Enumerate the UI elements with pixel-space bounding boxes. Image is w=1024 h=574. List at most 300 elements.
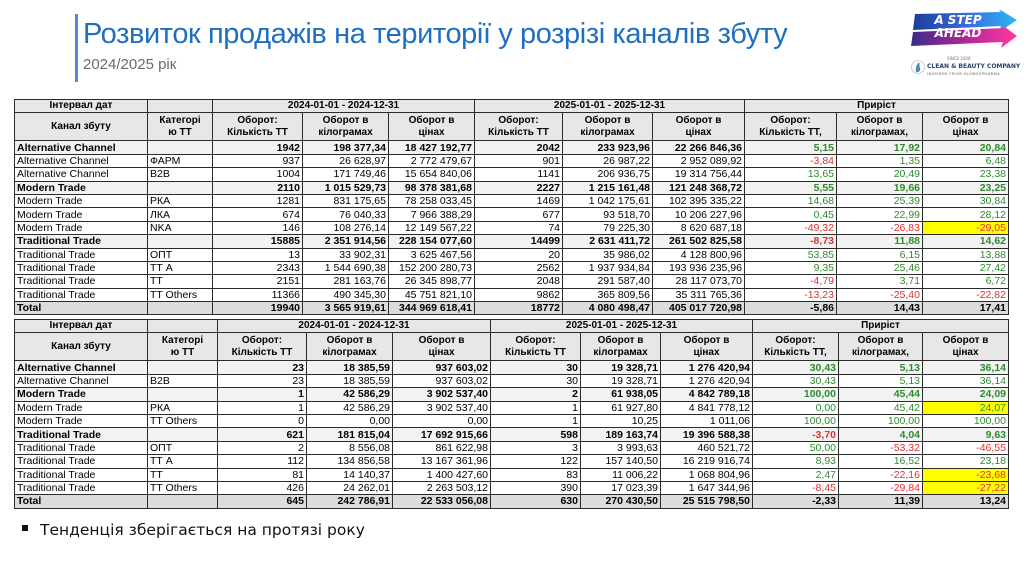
count-2024-cell: 2 [218, 441, 307, 454]
kg-2024-cell: 76 040,33 [303, 208, 389, 221]
count-2024-cell: 0 [218, 414, 307, 427]
category-cell: ЛКА [148, 208, 213, 221]
kg-2024-header: Оборот в кілограмах [303, 113, 389, 141]
kg-2024-cell: 42 586,29 [307, 401, 393, 414]
count-2025-cell: 30 [491, 374, 581, 387]
growth-kg-cell: -53,32 [839, 441, 923, 454]
interval-label: Інтервал дат [15, 320, 148, 333]
growth-kg-cell: 16,52 [839, 455, 923, 468]
count-2025-cell: 83 [491, 468, 581, 481]
price-2024-cell: 18 427 192,77 [389, 141, 475, 154]
price-2024-cell: 344 969 618,41 [389, 302, 475, 315]
price-2024-cell: 228 154 077,60 [389, 235, 475, 248]
category-cell [148, 388, 218, 401]
kg-2025-cell: 1 042 175,61 [563, 194, 653, 207]
channel-cell: Alternative Channel [15, 374, 148, 387]
company-logo [905, 8, 1023, 80]
count-2025-header: Оборот: Кількість ТТ [491, 333, 581, 361]
growth-price-cell: -46,55 [923, 441, 1009, 454]
category-cell: ФАРМ [148, 154, 213, 167]
price-2024-cell: 17 692 915,66 [393, 428, 491, 441]
category-cell: ТТ [148, 275, 213, 288]
channel-cell: Traditional Trade [15, 261, 148, 274]
price-2024-cell: 3 902 537,40 [393, 388, 491, 401]
channel-cell: Traditional Trade [15, 428, 148, 441]
price-2024-cell: 78 258 033,45 [389, 194, 475, 207]
price-2025-cell: 1 647 344,96 [661, 481, 753, 494]
growth-kg-cell: 1,35 [837, 154, 923, 167]
growth-count-cell: 14,68 [745, 194, 837, 207]
count-2025-cell: 122 [491, 455, 581, 468]
price-2024-cell: 12 149 567,22 [389, 221, 475, 234]
kg-2025-cell: 19 328,71 [581, 361, 661, 374]
kg-2025-cell: 3 993,63 [581, 441, 661, 454]
count-2025-cell: 3 [491, 441, 581, 454]
growth-count-cell: 100,00 [753, 414, 839, 427]
kg-2024-cell: 242 786,91 [307, 495, 393, 508]
category-cell: ТТ А [148, 261, 213, 274]
kg-2025-header: Оборот в кілограмах [563, 113, 653, 141]
table-1-body [15, 141, 1009, 315]
channel-subtotal-row [15, 428, 1009, 441]
logo-since: SINCE 2008 [947, 56, 971, 61]
kg-2024-cell: 831 175,65 [303, 194, 389, 207]
kg-2024-cell: 171 749,46 [303, 168, 389, 181]
growth-price-cell: 24,09 [923, 388, 1009, 401]
growth-count-cell: -5,86 [745, 302, 837, 315]
growth-count-cell: -3,84 [745, 154, 837, 167]
count-2024-header: Оборот: Кількість ТТ [213, 113, 303, 141]
price-2025-cell: 10 206 227,96 [653, 208, 745, 221]
kg-2025-cell: 291 587,40 [563, 275, 653, 288]
count-2025-cell: 630 [491, 495, 581, 508]
kg-2025-cell: 61 927,80 [581, 401, 661, 414]
growth-kg-cell: 11,88 [837, 235, 923, 248]
growth-kg-header: Оборот в кілограмах, [837, 113, 923, 141]
category-cell: РКА [148, 401, 218, 414]
count-2025-header: Оборот: Кількість ТТ [475, 113, 563, 141]
conclusion-text: Тенденція зберігається на протязі року [40, 521, 365, 539]
growth-count-cell: 8,93 [753, 455, 839, 468]
growth-kg-cell: 3,71 [837, 275, 923, 288]
growth-kg-cell: 14,43 [837, 302, 923, 315]
growth-kg-cell: -22,16 [839, 468, 923, 481]
count-2024-cell: 937 [213, 154, 303, 167]
price-2025-cell: 22 266 846,36 [653, 141, 745, 154]
table-row [15, 168, 1009, 181]
channel-cell: Modern Trade [15, 221, 148, 234]
channel-cell: Alternative Channel [15, 361, 148, 374]
growth-price-cell: 36,14 [923, 361, 1009, 374]
page-subtitle: 2024/2025 рік [83, 56, 177, 73]
category-cell: B2B [148, 374, 218, 387]
kg-2025-cell: 17 023,39 [581, 481, 661, 494]
growth-price-cell: 36,14 [923, 374, 1009, 387]
table-row [15, 481, 1009, 494]
growth-count-cell: 100,00 [753, 388, 839, 401]
kg-2025-cell: 365 809,56 [563, 288, 653, 301]
count-2024-cell: 2110 [213, 181, 303, 194]
growth-count-cell: 9,35 [745, 261, 837, 274]
kg-2024-cell: 42 586,29 [307, 388, 393, 401]
channel-cell: Modern Trade [15, 194, 148, 207]
growth-price-cell: 28,12 [923, 208, 1009, 221]
growth-count-cell: 0,45 [745, 208, 837, 221]
kg-2024-header: Оборот в кілограмах [307, 333, 393, 361]
price-2025-cell: 1 011,06 [661, 414, 753, 427]
price-2025-cell: 405 017 720,98 [653, 302, 745, 315]
channel-cell: Alternative Channel [15, 168, 148, 181]
growth-price-cell: 13,88 [923, 248, 1009, 261]
count-2025-cell: 2048 [475, 275, 563, 288]
count-2024-cell: 112 [218, 455, 307, 468]
price-2025-cell: 35 311 765,36 [653, 288, 745, 301]
kg-2025-cell: 26 987,22 [563, 154, 653, 167]
growth-kg-header: Оборот в кілограмах, [839, 333, 923, 361]
channel-cell: Modern Trade [15, 388, 148, 401]
kg-2024-cell: 281 163,76 [303, 275, 389, 288]
price-2024-cell: 2 263 503,12 [393, 481, 491, 494]
total-row [15, 495, 1009, 508]
category-cell: ТТ [148, 468, 218, 481]
table-row [15, 261, 1009, 274]
category-cell [148, 302, 213, 315]
price-2025-cell: 193 936 235,96 [653, 261, 745, 274]
price-2025-cell: 4 841 778,12 [661, 401, 753, 414]
kg-2024-cell: 8 556,08 [307, 441, 393, 454]
count-2024-cell: 1281 [213, 194, 303, 207]
kg-2024-cell: 3 565 919,61 [303, 302, 389, 315]
price-2024-cell: 937 603,02 [393, 374, 491, 387]
kg-2024-cell: 33 902,31 [303, 248, 389, 261]
table-row [15, 154, 1009, 167]
channel-cell: Traditional Trade [15, 275, 148, 288]
header-row-interval [15, 320, 1009, 333]
channel-cell: Alternative Channel [15, 154, 148, 167]
square-bullet-icon [22, 525, 28, 531]
growth-price-cell: -22,82 [923, 288, 1009, 301]
table-row [15, 401, 1009, 414]
growth-count-header: Оборот: Кількість ТТ, [753, 333, 839, 361]
kg-2025-cell: 93 518,70 [563, 208, 653, 221]
growth-kg-cell: 6,15 [837, 248, 923, 261]
category-cell: TT Others [148, 288, 213, 301]
count-2024-cell: 645 [218, 495, 307, 508]
growth-count-cell: 53,85 [745, 248, 837, 261]
category-column-header: Категорі ю ТТ [148, 113, 213, 141]
period-2024-header: 2024-01-01 - 2024-12-31 [213, 100, 475, 113]
growth-count-cell: -8,45 [753, 481, 839, 494]
page-title: Розвиток продажів на території у розрізі каналів збуту [83, 18, 788, 50]
count-2024-cell: 1942 [213, 141, 303, 154]
growth-price-cell: 20,84 [923, 141, 1009, 154]
price-2025-cell: 261 502 825,58 [653, 235, 745, 248]
count-2025-cell: 18772 [475, 302, 563, 315]
channel-cell: Modern Trade [15, 181, 148, 194]
sales-table-2 [14, 319, 1009, 509]
category-cell: TT Others [148, 414, 218, 427]
price-2025-cell: 460 521,72 [661, 441, 753, 454]
table-row [15, 248, 1009, 261]
category-cell [148, 428, 218, 441]
channel-cell: Traditional Trade [15, 248, 148, 261]
price-2024-cell: 3 902 537,40 [393, 401, 491, 414]
channel-cell: Traditional Trade [15, 441, 148, 454]
growth-kg-cell: 5,13 [839, 361, 923, 374]
price-2025-cell: 25 515 798,50 [661, 495, 753, 508]
count-2024-cell: 1 [218, 388, 307, 401]
kg-2024-cell: 181 815,04 [307, 428, 393, 441]
count-2024-cell: 674 [213, 208, 303, 221]
channel-subtotal-row [15, 361, 1009, 374]
kg-2025-cell: 189 163,74 [581, 428, 661, 441]
growth-kg-cell: 100,00 [839, 414, 923, 427]
logo-tagline: INSPIRED FROM GLOBOZPHARMA [927, 72, 1001, 76]
growth-header: Приріст [753, 320, 1009, 333]
growth-kg-cell: 19,66 [837, 181, 923, 194]
growth-header: Приріст [745, 100, 1009, 113]
kg-2025-cell: 157 140,50 [581, 455, 661, 468]
kg-2025-cell: 79 225,30 [563, 221, 653, 234]
price-2025-cell: 1 276 420,94 [661, 361, 753, 374]
growth-kg-cell: -29,84 [839, 481, 923, 494]
growth-count-header: Оборот: Кількість ТТ, [745, 113, 837, 141]
category-cell [148, 495, 218, 508]
growth-kg-cell: 25,39 [837, 194, 923, 207]
kg-2024-cell: 18 385,59 [307, 361, 393, 374]
count-2024-cell: 426 [218, 481, 307, 494]
price-2025-cell: 2 952 089,92 [653, 154, 745, 167]
kg-2025-cell: 233 923,96 [563, 141, 653, 154]
growth-count-cell: -49,32 [745, 221, 837, 234]
growth-count-cell: -4,79 [745, 275, 837, 288]
kg-2024-cell: 14 140,37 [307, 468, 393, 481]
count-2024-cell: 621 [218, 428, 307, 441]
growth-kg-cell: -26,83 [837, 221, 923, 234]
price-2025-header: Оборот в цінах [661, 333, 753, 361]
kg-2024-cell: 0,00 [307, 414, 393, 427]
kg-2025-cell: 206 936,75 [563, 168, 653, 181]
channel-cell: Traditional Trade [15, 481, 148, 494]
kg-2024-cell: 26 628,97 [303, 154, 389, 167]
price-2024-cell: 1 400 427,60 [393, 468, 491, 481]
kg-2024-cell: 134 856,58 [307, 455, 393, 468]
logo-line2: AHEAD [934, 26, 982, 40]
table-row [15, 288, 1009, 301]
category-cell [148, 235, 213, 248]
price-2025-cell: 28 117 073,70 [653, 275, 745, 288]
kg-2025-cell: 19 328,71 [581, 374, 661, 387]
category-cell: NKA [148, 221, 213, 234]
count-2024-cell: 23 [218, 374, 307, 387]
logo-line1: A STEP [934, 13, 982, 27]
count-2024-cell: 146 [213, 221, 303, 234]
price-2025-cell: 4 842 789,18 [661, 388, 753, 401]
category-cell: РКА [148, 194, 213, 207]
count-2024-header: Оборот: Кількість ТТ [218, 333, 307, 361]
channel-cell: Total [15, 495, 148, 508]
growth-kg-cell: -25,40 [837, 288, 923, 301]
price-2025-cell: 1 068 804,96 [661, 468, 753, 481]
count-2025-cell: 901 [475, 154, 563, 167]
header-row-columns [15, 113, 1009, 141]
price-2024-cell: 861 622,98 [393, 441, 491, 454]
growth-count-cell: 30,43 [753, 374, 839, 387]
price-2024-cell: 15 654 840,06 [389, 168, 475, 181]
growth-price-cell: 13,24 [923, 495, 1009, 508]
count-2025-cell: 1469 [475, 194, 563, 207]
kg-2024-cell: 1 544 690,38 [303, 261, 389, 274]
category-cell: ОПТ [148, 248, 213, 261]
growth-price-cell: 23,18 [923, 455, 1009, 468]
channel-cell: Modern Trade [15, 401, 148, 414]
growth-price-cell: -23,68 [923, 468, 1009, 481]
sales-table-1 [14, 99, 1009, 315]
price-2024-cell: 2 772 479,67 [389, 154, 475, 167]
price-2025-cell: 1 276 420,94 [661, 374, 753, 387]
table-row [15, 208, 1009, 221]
kg-2024-cell: 490 345,30 [303, 288, 389, 301]
total-row [15, 302, 1009, 315]
table-row [15, 441, 1009, 454]
growth-price-cell: 9,63 [923, 428, 1009, 441]
category-cell: ОПТ [148, 441, 218, 454]
kg-2025-cell: 35 986,02 [563, 248, 653, 261]
growth-price-cell: 17,41 [923, 302, 1009, 315]
table-row [15, 468, 1009, 481]
count-2024-cell: 15885 [213, 235, 303, 248]
growth-count-cell: 5,55 [745, 181, 837, 194]
kg-2025-cell: 10,25 [581, 414, 661, 427]
kg-2025-cell: 1 215 161,48 [563, 181, 653, 194]
channel-cell: Modern Trade [15, 208, 148, 221]
logo-company: CLEAN & BEAUTY COMPANY [927, 63, 1021, 70]
kg-2024-cell: 108 276,14 [303, 221, 389, 234]
growth-count-cell: -13,23 [745, 288, 837, 301]
channel-cell: Total [15, 302, 148, 315]
conclusion-bullet [22, 521, 365, 539]
count-2025-cell: 1 [491, 414, 581, 427]
growth-count-cell: 30,43 [753, 361, 839, 374]
channel-cell: Alternative Channel [15, 141, 148, 154]
count-2025-cell: 2 [491, 388, 581, 401]
channel-cell: Traditional Trade [15, 468, 148, 481]
channel-cell: Traditional Trade [15, 235, 148, 248]
kg-2024-cell: 1 015 529,73 [303, 181, 389, 194]
count-2024-cell: 11366 [213, 288, 303, 301]
price-2025-header: Оборот в цінах [653, 113, 745, 141]
kg-2025-cell: 1 937 934,84 [563, 261, 653, 274]
growth-price-cell: 30,84 [923, 194, 1009, 207]
growth-price-cell: 27,42 [923, 261, 1009, 274]
price-2024-cell: 7 966 388,29 [389, 208, 475, 221]
category-cell: B2B [148, 168, 213, 181]
growth-price-cell: 23,25 [923, 181, 1009, 194]
count-2025-cell: 74 [475, 221, 563, 234]
header-row-interval [15, 100, 1009, 113]
growth-price-cell: 6,48 [923, 154, 1009, 167]
growth-count-cell: -3,70 [753, 428, 839, 441]
growth-price-cell: 24,07 [923, 401, 1009, 414]
price-2024-cell: 13 167 361,96 [393, 455, 491, 468]
kg-2025-cell: 2 631 411,72 [563, 235, 653, 248]
growth-price-cell: 14,62 [923, 235, 1009, 248]
growth-kg-cell: 45,44 [839, 388, 923, 401]
growth-count-cell: 5,15 [745, 141, 837, 154]
channel-subtotal-row [15, 235, 1009, 248]
price-2025-cell: 19 314 756,44 [653, 168, 745, 181]
price-2024-cell: 0,00 [393, 414, 491, 427]
channel-subtotal-row [15, 141, 1009, 154]
growth-count-cell: 2,47 [753, 468, 839, 481]
price-2024-cell: 45 751 821,10 [389, 288, 475, 301]
price-2024-header: Оборот в цінах [389, 113, 475, 141]
table-row [15, 374, 1009, 387]
count-2025-cell: 2042 [475, 141, 563, 154]
logo-wordmark [923, 14, 993, 40]
channel-subtotal-row [15, 388, 1009, 401]
count-2024-cell: 81 [218, 468, 307, 481]
kg-2024-cell: 2 351 914,56 [303, 235, 389, 248]
bird-icon [911, 56, 925, 78]
period-2025-header: 2025-01-01 - 2025-12-31 [491, 320, 753, 333]
count-2025-cell: 677 [475, 208, 563, 221]
growth-kg-cell: 17,92 [837, 141, 923, 154]
count-2025-cell: 2227 [475, 181, 563, 194]
kg-2024-cell: 198 377,34 [303, 141, 389, 154]
growth-kg-cell: 45,42 [839, 401, 923, 414]
channel-column-header: Канал збуту [15, 113, 148, 141]
price-2025-cell: 4 128 800,96 [653, 248, 745, 261]
price-2024-cell: 98 378 381,68 [389, 181, 475, 194]
table-row [15, 275, 1009, 288]
growth-count-cell: -8,73 [745, 235, 837, 248]
channel-cell: Traditional Trade [15, 455, 148, 468]
growth-kg-cell: 20,49 [837, 168, 923, 181]
price-2025-cell: 8 620 687,18 [653, 221, 745, 234]
kg-2025-cell: 4 080 498,47 [563, 302, 653, 315]
growth-kg-cell: 5,13 [839, 374, 923, 387]
price-2024-cell: 3 625 467,56 [389, 248, 475, 261]
channel-cell: Modern Trade [15, 414, 148, 427]
count-2025-cell: 1141 [475, 168, 563, 181]
price-2025-cell: 19 396 588,38 [661, 428, 753, 441]
period-2024-header: 2024-01-01 - 2024-12-31 [218, 320, 491, 333]
growth-kg-cell: 11,39 [839, 495, 923, 508]
growth-count-cell: 0,00 [753, 401, 839, 414]
table-row [15, 414, 1009, 427]
growth-price-header: Оборот в цінах [923, 333, 1009, 361]
price-2024-cell: 26 345 898,77 [389, 275, 475, 288]
interval-label: Інтервал дат [15, 100, 148, 113]
title-accent-bar [75, 14, 78, 82]
count-2025-cell: 30 [491, 361, 581, 374]
count-2025-cell: 1 [491, 401, 581, 414]
channel-subtotal-row [15, 181, 1009, 194]
category-column-header: Категорі ю ТТ [148, 333, 218, 361]
price-2024-cell: 937 603,02 [393, 361, 491, 374]
growth-kg-cell: 22,99 [837, 208, 923, 221]
count-2025-cell: 2562 [475, 261, 563, 274]
count-2025-cell: 390 [491, 481, 581, 494]
growth-price-header: Оборот в цінах [923, 113, 1009, 141]
category-cell: ТТ А [148, 455, 218, 468]
growth-count-cell: 50,00 [753, 441, 839, 454]
growth-kg-cell: 4,04 [839, 428, 923, 441]
period-2025-header: 2025-01-01 - 2025-12-31 [475, 100, 745, 113]
price-2024-header: Оборот в цінах [393, 333, 491, 361]
price-2025-cell: 102 395 335,22 [653, 194, 745, 207]
